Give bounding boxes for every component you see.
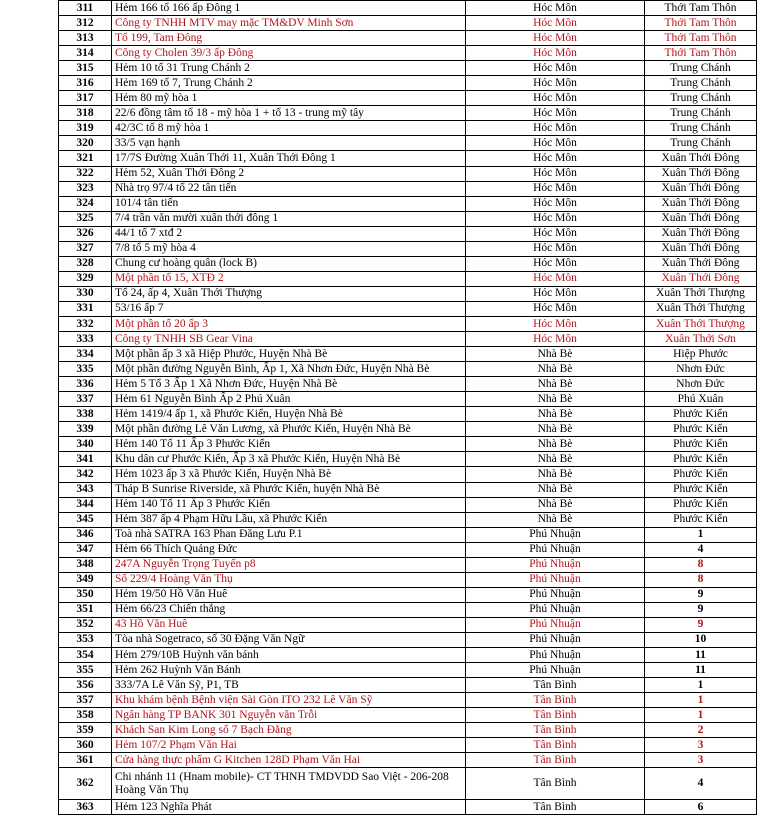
row-number-cell: 346 — [59, 527, 112, 542]
address-cell: 7/8 tổ 5 mỹ hòa 4 — [112, 241, 466, 256]
row-number-cell: 361 — [59, 753, 112, 768]
ward-cell: Xuân Thới Đông — [645, 166, 757, 181]
address-cell: Một phần đường Lê Văn Lương, xã Phước Kiển, Huyện Nhà Bè — [112, 422, 466, 437]
address-cell: Hẻm 66 Thích Quảng Đức — [112, 542, 466, 557]
district-cell: Hóc Môn — [466, 106, 645, 121]
ward-cell: Xuân Thới Đông — [645, 241, 757, 256]
district-cell: Nhà Bè — [466, 392, 645, 407]
district-cell: Hóc Môn — [466, 226, 645, 241]
address-cell: Chi nhánh 11 (Hnam mobile)- CT THNH TMDVDD Sao Việt - 206-208 Hoàng Văn Thụ — [112, 768, 466, 800]
row-number-cell: 322 — [59, 166, 112, 181]
row-number-cell: 363 — [59, 800, 112, 815]
address-cell: Hẻm 387 ấp 4 Phạm Hữu Lầu, xã Phước Kiển — [112, 512, 466, 527]
district-cell: Nhà Bè — [466, 497, 645, 512]
ward-cell: Phước Kiển — [645, 512, 757, 527]
ward-cell: Trung Chánh — [645, 91, 757, 106]
district-cell: Nhà Bè — [466, 482, 645, 497]
ward-cell: 1 — [645, 708, 757, 723]
address-cell: Hẻm 279/10B Huỳnh văn bánh — [112, 648, 466, 663]
district-cell: Hóc Môn — [466, 151, 645, 166]
address-cell: Tổ 199, Tam Đông — [112, 31, 466, 46]
table-row — [59, 452, 757, 467]
district-cell: Hóc Môn — [466, 286, 645, 301]
row-number-cell: 362 — [59, 768, 112, 800]
ward-cell: Phước Kiển — [645, 422, 757, 437]
row-number-cell: 344 — [59, 497, 112, 512]
table-row — [59, 512, 757, 527]
address-cell: 53/16 ấp 7 — [112, 301, 466, 316]
table-row — [59, 663, 757, 678]
address-cell: Khu dân cư Phước Kiển, Ấp 3 xã Phước Kiển, Huyện Nhà Bè — [112, 452, 466, 467]
row-number-cell: 327 — [59, 241, 112, 256]
row-number-cell: 338 — [59, 407, 112, 422]
district-cell: Tân Bình — [466, 723, 645, 738]
row-number-cell: 326 — [59, 226, 112, 241]
ward-cell: Phước Kiển — [645, 497, 757, 512]
district-cell: Nhà Bè — [466, 347, 645, 362]
ward-cell: 1 — [645, 693, 757, 708]
district-cell: Nhà Bè — [466, 422, 645, 437]
table-row — [59, 121, 757, 136]
address-cell: Công ty TNHH SB Gear Vina — [112, 332, 466, 347]
row-number-cell: 323 — [59, 181, 112, 196]
table-row — [59, 392, 757, 407]
district-cell: Hóc Môn — [466, 31, 645, 46]
ward-cell: 9 — [645, 587, 757, 602]
district-cell: Hóc Môn — [466, 211, 645, 226]
row-number-cell: 358 — [59, 708, 112, 723]
row-number-cell: 350 — [59, 587, 112, 602]
table-row — [59, 286, 757, 301]
row-number-cell: 321 — [59, 151, 112, 166]
district-cell: Nhà Bè — [466, 437, 645, 452]
district-cell: Phú Nhuận — [466, 527, 645, 542]
table-row — [59, 226, 757, 241]
table-row — [59, 602, 757, 617]
ward-cell: Nhơn Đức — [645, 377, 757, 392]
address-cell: Nhà trọ 97/4 tổ 22 tân tiến — [112, 181, 466, 196]
address-cell: Hẻm 80 mỹ hòa 1 — [112, 91, 466, 106]
district-cell: Tân Bình — [466, 800, 645, 815]
district-cell: Hóc Môn — [466, 332, 645, 347]
address-table — [58, 0, 757, 815]
table-row — [59, 632, 757, 647]
table-row — [59, 617, 757, 632]
table-row — [59, 332, 757, 347]
address-cell: Hẻm 1419/4 ấp 1, xã Phước Kiển, Huyện Nhà Bè — [112, 407, 466, 422]
ward-cell: Trung Chánh — [645, 121, 757, 136]
row-number-cell: 339 — [59, 422, 112, 437]
ward-cell: 10 — [645, 632, 757, 647]
address-cell: Hẻm 1023 ấp 3 xã Phước Kiển, Huyện Nhà Bè — [112, 467, 466, 482]
district-cell: Nhà Bè — [466, 377, 645, 392]
row-number-cell: 319 — [59, 121, 112, 136]
ward-cell: 8 — [645, 557, 757, 572]
row-number-cell: 355 — [59, 663, 112, 678]
district-cell: Hóc Môn — [466, 241, 645, 256]
ward-cell: Xuân Thới Thượng — [645, 301, 757, 316]
address-cell: 44/1 tổ 7 xtđ 2 — [112, 226, 466, 241]
district-cell: Nhà Bè — [466, 407, 645, 422]
table-row — [59, 723, 757, 738]
ward-cell: Trung Chánh — [645, 61, 757, 76]
ward-cell: Nhơn Đức — [645, 362, 757, 377]
ward-cell: Thới Tam Thôn — [645, 46, 757, 61]
district-cell: Hóc Môn — [466, 121, 645, 136]
address-cell: Hẻm 66/23 Chiến thắng — [112, 602, 466, 617]
ward-cell: Phước Kiển — [645, 452, 757, 467]
ward-cell: 1 — [645, 678, 757, 693]
district-cell: Hóc Môn — [466, 181, 645, 196]
ward-cell: Thới Tam Thôn — [645, 1, 757, 16]
row-number-cell: 360 — [59, 738, 112, 753]
row-number-cell: 317 — [59, 91, 112, 106]
address-cell: Hẻm 5 Tổ 3 Ấp 1 Xã Nhơn Đức, Huyện Nhà Bè — [112, 377, 466, 392]
ward-cell: Xuân Thới Đông — [645, 271, 757, 286]
district-cell: Phú Nhuận — [466, 572, 645, 587]
ward-cell: Xuân Thới Đông — [645, 226, 757, 241]
address-cell: 43 Hồ Văn Huê — [112, 617, 466, 632]
district-cell: Nhà Bè — [466, 512, 645, 527]
address-cell: 17/7S Đường Xuân Thới 11, Xuân Thới Đông 1 — [112, 151, 466, 166]
row-number-cell: 325 — [59, 211, 112, 226]
table-row — [59, 693, 757, 708]
table-row — [59, 241, 757, 256]
ward-cell: 4 — [645, 768, 757, 800]
table-row — [59, 800, 757, 815]
address-cell: Một phần tổ 15, XTĐ 2 — [112, 271, 466, 286]
district-cell: Hóc Môn — [466, 76, 645, 91]
address-cell: Hẻm 52, Xuân Thới Đông 2 — [112, 166, 466, 181]
district-cell: Tân Bình — [466, 768, 645, 800]
row-number-cell: 352 — [59, 617, 112, 632]
address-cell: 42/3C tổ 8 mỹ hòa 1 — [112, 121, 466, 136]
row-number-cell: 337 — [59, 392, 112, 407]
table-row — [59, 181, 757, 196]
row-number-cell: 313 — [59, 31, 112, 46]
address-cell: Khách San Kim Long số 7 Bạch Đằng — [112, 723, 466, 738]
address-table-body — [59, 1, 757, 815]
address-cell: Cửa hàng thực phẩm G Kitchen 128D Phạm Văn Hai — [112, 753, 466, 768]
row-number-cell: 315 — [59, 61, 112, 76]
table-row — [59, 301, 757, 316]
district-cell: Phú Nhuận — [466, 632, 645, 647]
row-number-cell: 351 — [59, 602, 112, 617]
table-row — [59, 437, 757, 452]
table-row — [59, 482, 757, 497]
row-number-cell: 348 — [59, 557, 112, 572]
row-number-cell: 345 — [59, 512, 112, 527]
table-row — [59, 91, 757, 106]
row-number-cell: 320 — [59, 136, 112, 151]
district-cell: Hóc Môn — [466, 61, 645, 76]
ward-cell: Phước Kiển — [645, 467, 757, 482]
table-row — [59, 648, 757, 663]
address-cell: Hẻm 140 Tổ 11 Ấp 3 Phước Kiển — [112, 437, 466, 452]
address-cell: Số 229/4 Hoàng Văn Thụ — [112, 572, 466, 587]
table-row — [59, 106, 757, 121]
table-row — [59, 497, 757, 512]
table-row — [59, 1, 757, 16]
row-number-cell: 354 — [59, 648, 112, 663]
ward-cell: 11 — [645, 648, 757, 663]
district-cell: Hóc Môn — [466, 91, 645, 106]
table-row — [59, 467, 757, 482]
district-cell: Nhà Bè — [466, 452, 645, 467]
table-row — [59, 542, 757, 557]
district-cell: Hóc Môn — [466, 166, 645, 181]
ward-cell: 3 — [645, 738, 757, 753]
table-row — [59, 347, 757, 362]
row-number-cell: 334 — [59, 347, 112, 362]
table-row — [59, 557, 757, 572]
district-cell: Hóc Môn — [466, 256, 645, 271]
district-cell: Nhà Bè — [466, 467, 645, 482]
address-cell: 22/6 đồng tâm tổ 18 - mỹ hòa 1 + tổ 13 - trung mỹ tây — [112, 106, 466, 121]
ward-cell: Phước Kiển — [645, 482, 757, 497]
ward-cell: 9 — [645, 617, 757, 632]
ward-cell: Xuân Thới Đông — [645, 151, 757, 166]
ward-cell: Xuân Thới Đông — [645, 196, 757, 211]
table-row — [59, 316, 757, 331]
ward-cell: Phước Kiển — [645, 407, 757, 422]
row-number-cell: 347 — [59, 542, 112, 557]
ward-cell: Xuân Thới Thượng — [645, 286, 757, 301]
ward-cell: Phước Kiển — [645, 437, 757, 452]
district-cell: Hóc Môn — [466, 16, 645, 31]
table-row — [59, 587, 757, 602]
ward-cell: Xuân Thới Đông — [645, 256, 757, 271]
district-cell: Tân Bình — [466, 708, 645, 723]
district-cell: Hóc Môn — [466, 316, 645, 331]
ward-cell: Xuân Thới Đông — [645, 181, 757, 196]
address-cell: Hẻm 10 tổ 31 Trung Chánh 2 — [112, 61, 466, 76]
address-cell: Công ty TNHH MTV may mặc TM&DV Minh Sơn — [112, 16, 466, 31]
row-number-cell: 312 — [59, 16, 112, 31]
row-number-cell: 343 — [59, 482, 112, 497]
district-cell: Hóc Môn — [466, 136, 645, 151]
address-cell: Chung cư hoàng quân (lock B) — [112, 256, 466, 271]
table-row — [59, 136, 757, 151]
address-cell: Hẻm 262 Huỳnh Văn Bánh — [112, 663, 466, 678]
table-row — [59, 708, 757, 723]
table-row — [59, 753, 757, 768]
district-cell: Nhà Bè — [466, 362, 645, 377]
row-number-cell: 329 — [59, 271, 112, 286]
address-cell: 101/4 tân tiến — [112, 196, 466, 211]
ward-cell: Xuân Thới Sơn — [645, 332, 757, 347]
ward-cell: 1 — [645, 527, 757, 542]
ward-cell: 9 — [645, 602, 757, 617]
row-number-cell: 341 — [59, 452, 112, 467]
address-cell: Hẻm 123 Nghĩa Phát — [112, 800, 466, 815]
address-cell: Khu khám bệnh Bệnh viện Sài Gòn ITO 232 Lê Văn Sỹ — [112, 693, 466, 708]
district-cell: Hóc Môn — [466, 301, 645, 316]
district-cell: Hóc Môn — [466, 196, 645, 211]
address-cell: Hẻm 61 Nguyễn Bình Ấp 2 Phú Xuân — [112, 392, 466, 407]
address-cell: Tòa nhà Sogetraco, số 30 Đặng Văn Ngữ — [112, 632, 466, 647]
ward-cell: Trung Chánh — [645, 136, 757, 151]
address-cell: 333/7A Lê Văn Sỹ, P1, TB — [112, 678, 466, 693]
ward-cell: Thới Tam Thôn — [645, 31, 757, 46]
table-row — [59, 196, 757, 211]
row-number-cell: 331 — [59, 301, 112, 316]
ward-cell: Hiệp Phước — [645, 347, 757, 362]
district-cell: Phú Nhuận — [466, 587, 645, 602]
table-row — [59, 166, 757, 181]
ward-cell: 8 — [645, 572, 757, 587]
address-cell: Một phần đường Nguyễn Bình, Ấp 1, Xã Nhơn Đức, Huyện Nhà Bè — [112, 362, 466, 377]
table-row — [59, 256, 757, 271]
district-cell: Hóc Môn — [466, 1, 645, 16]
table-row — [59, 31, 757, 46]
district-cell: Phú Nhuận — [466, 602, 645, 617]
address-cell: Công ty Cholen 39/3 ấp Đông — [112, 46, 466, 61]
row-number-cell: 318 — [59, 106, 112, 121]
address-cell: Hẻm 107/2 Phạm Văn Hai — [112, 738, 466, 753]
table-row — [59, 61, 757, 76]
district-cell: Phú Nhuận — [466, 617, 645, 632]
district-cell: Tân Bình — [466, 678, 645, 693]
table-row — [59, 527, 757, 542]
row-number-cell: 336 — [59, 377, 112, 392]
row-number-cell: 353 — [59, 632, 112, 647]
address-cell: Tổ 24, ấp 4, Xuân Thới Thượng — [112, 286, 466, 301]
address-cell: Ngân hàng TP BANK 301 Nguyễn văn Trỗi — [112, 708, 466, 723]
table-row — [59, 738, 757, 753]
address-cell: Tháp B Sunrise Riverside, xã Phước Kiển, huyện Nhà Bè — [112, 482, 466, 497]
table-row — [59, 46, 757, 61]
table-row — [59, 678, 757, 693]
address-cell: 33/5 vạn hạnh — [112, 136, 466, 151]
table-row — [59, 76, 757, 91]
district-cell: Phú Nhuận — [466, 648, 645, 663]
row-number-cell: 330 — [59, 286, 112, 301]
address-cell: Hẻm 169 tổ 7, Trung Chánh 2 — [112, 76, 466, 91]
table-row — [59, 271, 757, 286]
ward-cell: Trung Chánh — [645, 76, 757, 91]
address-cell: 247A Nguyễn Trọng Tuyển p8 — [112, 557, 466, 572]
row-number-cell: 328 — [59, 256, 112, 271]
table-row — [59, 572, 757, 587]
address-cell: Hẻm 140 Tổ 11 Ấp 3 Phước Kiển — [112, 497, 466, 512]
ward-cell: 3 — [645, 753, 757, 768]
table-row — [59, 377, 757, 392]
table-row — [59, 422, 757, 437]
table-row — [59, 407, 757, 422]
address-cell: Toà nhà SATRA 163 Phan Đăng Lưu P.1 — [112, 527, 466, 542]
ward-cell: 2 — [645, 723, 757, 738]
district-cell: Hóc Môn — [466, 271, 645, 286]
address-cell: Một phần ấp 3 xã Hiệp Phước, Huyện Nhà Bè — [112, 347, 466, 362]
table-row — [59, 151, 757, 166]
district-cell: Phú Nhuận — [466, 542, 645, 557]
row-number-cell: 332 — [59, 316, 112, 331]
address-cell: Một phần tổ 20 ấp 3 — [112, 316, 466, 331]
district-cell: Tân Bình — [466, 738, 645, 753]
district-cell: Tân Bình — [466, 693, 645, 708]
ward-cell: 6 — [645, 800, 757, 815]
table-row — [59, 768, 757, 800]
row-number-cell: 333 — [59, 332, 112, 347]
address-cell: Hẻm 166 tổ 166 ấp Đông 1 — [112, 1, 466, 16]
ward-cell: Xuân Thới Đông — [645, 211, 757, 226]
row-number-cell: 340 — [59, 437, 112, 452]
ward-cell: 4 — [645, 542, 757, 557]
table-row — [59, 362, 757, 377]
ward-cell: Trung Chánh — [645, 106, 757, 121]
district-cell: Hóc Môn — [466, 46, 645, 61]
row-number-cell: 356 — [59, 678, 112, 693]
table-row — [59, 16, 757, 31]
ward-cell: 11 — [645, 663, 757, 678]
ward-cell: Thới Tam Thôn — [645, 16, 757, 31]
row-number-cell: 316 — [59, 76, 112, 91]
row-number-cell: 324 — [59, 196, 112, 211]
row-number-cell: 357 — [59, 693, 112, 708]
district-cell: Phú Nhuận — [466, 663, 645, 678]
ward-cell: Phú Xuân — [645, 392, 757, 407]
row-number-cell: 314 — [59, 46, 112, 61]
row-number-cell: 349 — [59, 572, 112, 587]
table-row — [59, 211, 757, 226]
district-cell: Tân Bình — [466, 753, 645, 768]
district-cell: Phú Nhuận — [466, 557, 645, 572]
row-number-cell: 311 — [59, 1, 112, 16]
row-number-cell: 342 — [59, 467, 112, 482]
address-cell: 7/4 trần văn mười xuân thới đông 1 — [112, 211, 466, 226]
address-cell: Hẻm 19/50 Hồ Văn Huê — [112, 587, 466, 602]
row-number-cell: 335 — [59, 362, 112, 377]
ward-cell: Xuân Thới Thượng — [645, 316, 757, 331]
row-number-cell: 359 — [59, 723, 112, 738]
